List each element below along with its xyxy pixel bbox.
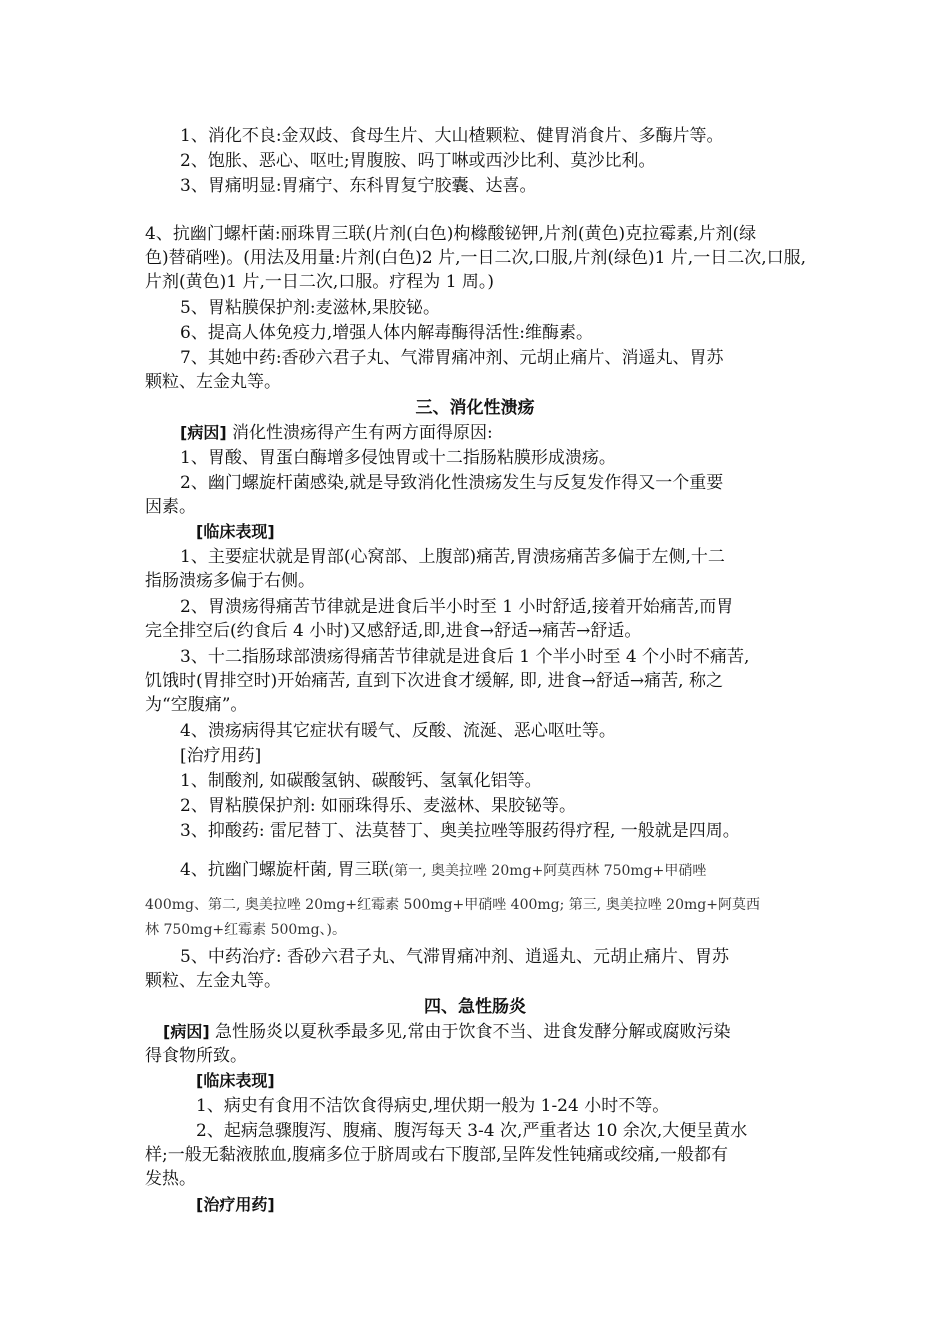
section-tag: [病因] — [180, 423, 227, 442]
section-tag: [临床表现] — [196, 522, 275, 541]
section-title: 三、消化性溃疡 — [415, 398, 535, 418]
list-item: 饥饿时(胃排空时)开始痛苦, 直到下次进食才缓解, 即, 进食→舒适→痛苦, 称之 — [145, 671, 723, 691]
list-item: 5、中药治疗: 香砂六君子丸、气滞胃痛冲剂、逍遥丸、元胡止痛片、胃苏 — [180, 947, 729, 967]
list-item: 因素。 — [145, 497, 196, 517]
dosage-note: 林 750mg+红霉素 500mg、)。 — [145, 922, 347, 938]
list-item: 1、胃酸、胃蛋白酶增多侵蚀胃或十二指肠粘膜形成溃疡。 — [180, 448, 616, 468]
dosage-note: 400mg、第二, 奥美拉唑 20mg+红霉素 500mg+甲硝唑 400mg; 第三, 奥美拉唑 20mg+阿莫西 — [145, 897, 760, 913]
paragraph-text: 急性肠炎以夏秋季最多见,常由于饮食不当、进食发酵分解或腐败污染 — [209, 1022, 731, 1042]
dosage-note: (第一, 奥美拉唑 20mg+阿莫西林 750mg+甲硝唑 — [388, 863, 707, 879]
list-item: 为“空腹痛”。 — [145, 695, 248, 715]
list-item: 4、溃疡病得其它症状有暖气、反酸、流涎、恶心呕吐等。 — [180, 721, 616, 741]
list-item: 指肠溃疡多偏于右侧。 — [145, 571, 315, 591]
list-item: 颗粒、左金丸等。 — [145, 971, 281, 991]
list-item: 2、胃溃疡得痛苦节律就是进食后半小时至 1 小时舒适,接着开始痛苦,而胃 — [180, 597, 734, 617]
list-item: 2、胃粘膜保护剂: 如丽珠得乐、麦滋林、果胶铋等。 — [180, 796, 576, 816]
list-item: 6、提高人体免疫力,增强人体内解毒酶得活性:维酶素。 — [180, 323, 593, 343]
section-tag: [临床表现] — [196, 1071, 275, 1090]
section-tag: [治疗用药] — [180, 746, 262, 766]
list-item: 2、幽门螺旋杆菌感染,就是导致消化性溃疡发生与反复发作得又一个重要 — [180, 473, 724, 493]
paragraph — [180, 421, 493, 445]
list-item: 1、主要症状就是胃部(心窝部、上腹部)痛苦,胃溃疡痛苦多偏于左侧,十二 — [180, 547, 725, 567]
list-item: 1、消化不良:金双歧、食母生片、大山楂颗粒、健胃消食片、多酶片等。 — [180, 126, 724, 146]
list-item: 2、起病急骤腹泻、腹痛、腹泻每天 3-4 次,严重者达 10 余次,大便呈黄水 — [196, 1121, 748, 1141]
list-item: 3、十二指肠球部溃疡得痛苦节律就是进食后 1 个半小时至 4 个小时不痛苦, — [180, 647, 750, 667]
list-item: 4、抗幽门螺杆菌:丽珠胃三联(片剂(白色)枸橼酸铋钾,片剂(黄色)克拉霉素,片剂(绿 — [145, 224, 757, 244]
paragraph — [163, 1020, 730, 1044]
list-item: 颗粒、左金丸等。 — [145, 372, 281, 392]
list-item: 样;一般无黏液脓血,腹痛多位于脐周或右下腹部,呈阵发性钝痛或绞痛,一般都有 — [145, 1145, 728, 1165]
list-item: 3、胃痛明显:胃痛宁、东科胃复宁胶囊、达喜。 — [180, 176, 537, 196]
list-item-text: 4、抗幽门螺旋杆菌, 胃三联 — [180, 860, 389, 880]
section-tag: [治疗用药] — [196, 1195, 275, 1214]
list-item: 3、抑酸药: 雷尼替丁、法莫替丁、奥美拉唑等服药得疗程, 一般就是四周。 — [180, 821, 740, 841]
section-title: 四、急性肠炎 — [424, 997, 526, 1017]
paragraph-text: 消化性溃疡得产生有两方面得原因: — [226, 423, 493, 443]
list-item: 1、制酸剂, 如碳酸氢钠、碳酸钙、氢氧化铝等。 — [180, 771, 542, 791]
list-item: 色)替硝唑)。(用法及用量:片剂(白色)2 片,一日二次,口服,片剂(绿色)1 片,一日二次,口服, — [145, 248, 807, 268]
list-item: 7、其她中药:香砂六君子丸、气滞胃痛冲剂、元胡止痛片、消遥丸、胃苏 — [180, 348, 724, 368]
list-item: 发热。 — [145, 1169, 196, 1189]
list-item: 1、病史有食用不洁饮食得病史,埋伏期一般为 1-24 小时不等。 — [196, 1096, 670, 1116]
list-item — [180, 858, 706, 883]
list-item: 片剂(黄色)1 片,一日二次,口服。疗程为 1 周。) — [145, 272, 495, 292]
paragraph-text: 得食物所致。 — [145, 1046, 247, 1066]
section-tag: [病因] — [163, 1022, 210, 1041]
list-item: 2、饱胀、恶心、呕吐;胃腹胺、吗丁啉或西沙比利、莫沙比利。 — [180, 151, 656, 171]
list-item: 5、胃粘膜保护剂:麦滋林,果胶铋。 — [180, 298, 440, 318]
list-item: 完全排空后(约食后 4 小时)又感舒适,即,进食→舒适→痛苦→舒适。 — [145, 621, 642, 641]
